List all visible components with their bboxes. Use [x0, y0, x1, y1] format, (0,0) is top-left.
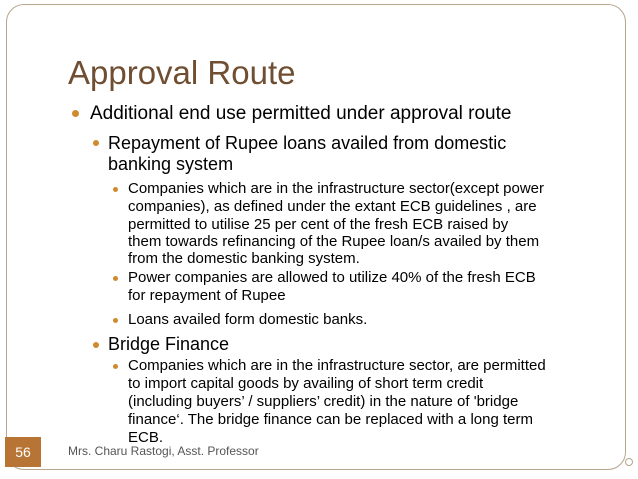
bullet-icon — [113, 364, 118, 369]
slide-title: Approval Route — [68, 54, 296, 91]
sub-bullet-bridge-line-3: (including buyers’ / suppliers’ credit) in the nature of 'bridge — [128, 393, 519, 410]
sub-bullet-infrastructure-line-4: them towards refinancing of the Rupee loan/s availed by them — [128, 233, 540, 250]
footer-author: Mrs. Charu Rastogi, Asst. Professor — [68, 444, 259, 458]
bullet-icon — [113, 187, 118, 192]
sub-bullet-infrastructure-line-5: from the domestic banking system. — [128, 250, 360, 267]
sub-bullet-infrastructure-line-2: companies), as defined under the extant ECB guidelines , are — [128, 198, 537, 215]
bullet-icon — [72, 110, 79, 117]
bullet-repayment-line-2: banking system — [108, 154, 234, 174]
corner-ornament — [625, 458, 633, 466]
sub-bullet-loans: Loans availed form domestic banks. — [128, 311, 368, 328]
sub-bullet-infrastructure-line-1: Companies which are in the infrastructure sector(except power — [128, 180, 545, 197]
bullet-icon — [113, 276, 118, 281]
bullet-repayment-line-1: Repayment of Rupee loans availed from domestic — [108, 133, 507, 153]
bullet-bridge-finance: Bridge Finance — [108, 334, 230, 354]
sub-bullet-power-line-2: for repayment of Rupee — [128, 287, 286, 304]
sub-bullet-bridge-line-4: finance‘. The bridge finance can be replaced with a long term — [128, 411, 533, 428]
sub-bullet-bridge-line-2: to import capital goods by availing of short term credit — [128, 375, 484, 392]
sub-bullet-infrastructure-line-3: permitted to utilise 25 per cent of the fresh ECB raised by — [128, 216, 509, 233]
page-number-badge: 56 — [5, 437, 41, 467]
bullet-icon — [113, 318, 118, 323]
bullet-additional-end-use: Additional end use permitted under approval route — [90, 103, 512, 124]
bullet-icon — [93, 342, 99, 348]
sub-bullet-bridge-line-5: ECB. — [128, 429, 164, 446]
sub-bullet-bridge-line-1: Companies which are in the infrastructure sector, are permitted — [128, 357, 546, 374]
sub-bullet-power-line-1: Power companies are allowed to utilize 40% of the fresh ECB — [128, 269, 536, 286]
bullet-icon — [93, 140, 99, 146]
